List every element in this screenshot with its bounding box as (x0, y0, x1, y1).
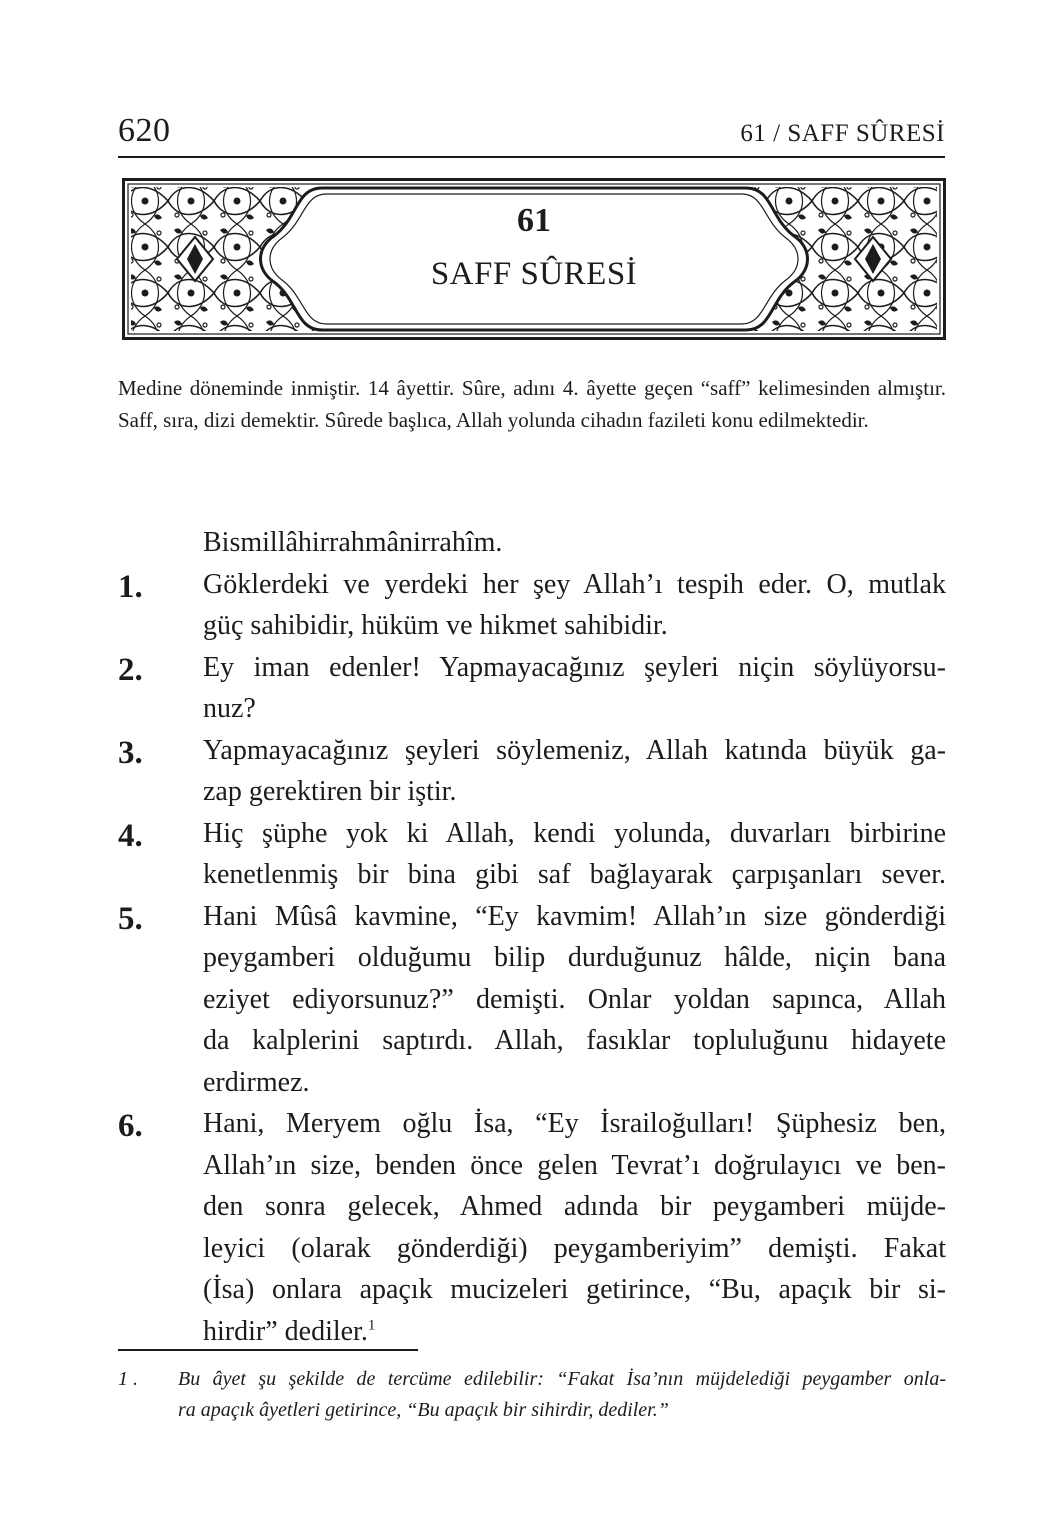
verse-text: Allah’ın size, benden önce gelen Tevrat’ı doğrulayıcı ve ben- (203, 1149, 946, 1181)
bismillah-line (118, 522, 946, 564)
verse-number: 4. (118, 817, 143, 854)
verse-line (118, 1020, 946, 1062)
verse-number: 6. (118, 1108, 143, 1144)
running-title: 61 / SAFF SÛRESİ (740, 120, 945, 147)
verse-list (118, 522, 946, 1352)
verse-number: 3. (118, 734, 143, 771)
footnote (118, 1364, 946, 1426)
verse-line (118, 896, 946, 938)
verse-text: da kalplerini saptırdı. Allah, fasıklar topluluğunu hidayete (203, 1025, 946, 1056)
footnote-reference[interactable]: 1 (367, 1317, 376, 1334)
verse-text: Hani Mûsâ kavmine, “Ey kavmim! Allah’ın size gönderdiği (203, 900, 946, 932)
verse-line (118, 854, 946, 896)
verse-line (118, 1062, 946, 1104)
verse-text: Hani, Meryem oğlu İsa, “Ey İsrailoğulları! Şüphesiz ben, (203, 1108, 946, 1139)
verse-line (118, 813, 946, 855)
verse-line (118, 1103, 946, 1145)
verse-line (118, 771, 946, 813)
verse-text: kenetlenmiş bir bina gibi saf bağlayarak çarpışanları sever. (203, 859, 946, 890)
verse-number: 1. (118, 568, 143, 605)
verse-text: Göklerdeki ve yerdeki her şey Allah’ı tespih eder. O, mutlak (203, 568, 946, 600)
verse-text: peygamberi olduğumu bilip durduğunuz hâlde, niçin bana (203, 942, 946, 973)
verse-text: leyici (olarak gönderdiği) peygamberiyim” demişti. Fakat (203, 1232, 946, 1264)
footnote-text: ra apaçık âyetleri getirince, “Bu apaçık bir sihirdir, dediler.” (178, 1399, 669, 1421)
verse-line (118, 564, 946, 606)
bismillah: Bismillâhirrahmânirrahîm. (203, 527, 503, 558)
verse-line (118, 1311, 946, 1353)
surah-name: SAFF SÛRESİ (430, 256, 638, 292)
footnote-rule (118, 1349, 418, 1351)
verse-line (118, 647, 946, 689)
verse-line (118, 1186, 946, 1228)
verse-number: 2. (118, 651, 143, 688)
verse-line (118, 688, 946, 730)
verse-number: 5. (118, 900, 143, 937)
verse-text: zap gerektiren bir iştir. (203, 776, 457, 807)
page-number: 620 (118, 112, 171, 149)
verse-line (118, 605, 946, 647)
surah-introduction: Medine döneminde inmiştir. 14 âyettir. Sûre, adını 4. âyette geçen “saff” kelimesinden almıştır. Saff, sıra, dizi demektir. Sûrede başlıca, Allah yolunda cihadın fazileti konu edilmektedir. (118, 376, 946, 432)
footnote-marker: 1 . (118, 1368, 138, 1390)
surah-number: 61 (517, 202, 551, 239)
verse-line (118, 1228, 946, 1270)
verse-text: erdirmez. (203, 1066, 310, 1098)
verse-text: (İsa) onlara apaçık mucizeleri getirince, “Bu, apaçık bir si- (203, 1274, 946, 1305)
verse-text: nuz? (203, 693, 256, 724)
verse-text: den sonra gelecek, Ahmed adında bir peygamberi müjde- (203, 1191, 946, 1222)
verse-text (203, 1311, 946, 1353)
verse-line (118, 1145, 946, 1187)
verse-line (118, 979, 946, 1021)
verse-text-end: hirdir” dediler. (203, 1315, 368, 1347)
verse-text: Hiç şüphe yok ki Allah, kendi yolunda, duvarları birbirine (203, 817, 946, 849)
verse-text: Yapmayacağınız şeyleri söylemeniz, Allah katında büyük ga- (203, 734, 946, 766)
surah-banner (122, 178, 946, 340)
verse-line (118, 937, 946, 979)
verse-text: güç sahibidir, hüküm ve hikmet sahibidir. (203, 610, 668, 641)
header-rule (118, 156, 945, 158)
verse-line (118, 730, 946, 772)
verse-line (118, 1269, 946, 1311)
verse-text: Ey iman edenler! Yapmayacağınız şeyleri niçin söylüyorsu- (203, 651, 946, 683)
footnote-text: Bu âyet şu şekilde de tercüme edilebilir: “Fakat İsa’nın müjdelediği peygamber onla- (178, 1368, 946, 1390)
verse-text: eziyet ediyorsunuz?” demişti. Onlar yoldan sapınca, Allah (203, 983, 946, 1015)
